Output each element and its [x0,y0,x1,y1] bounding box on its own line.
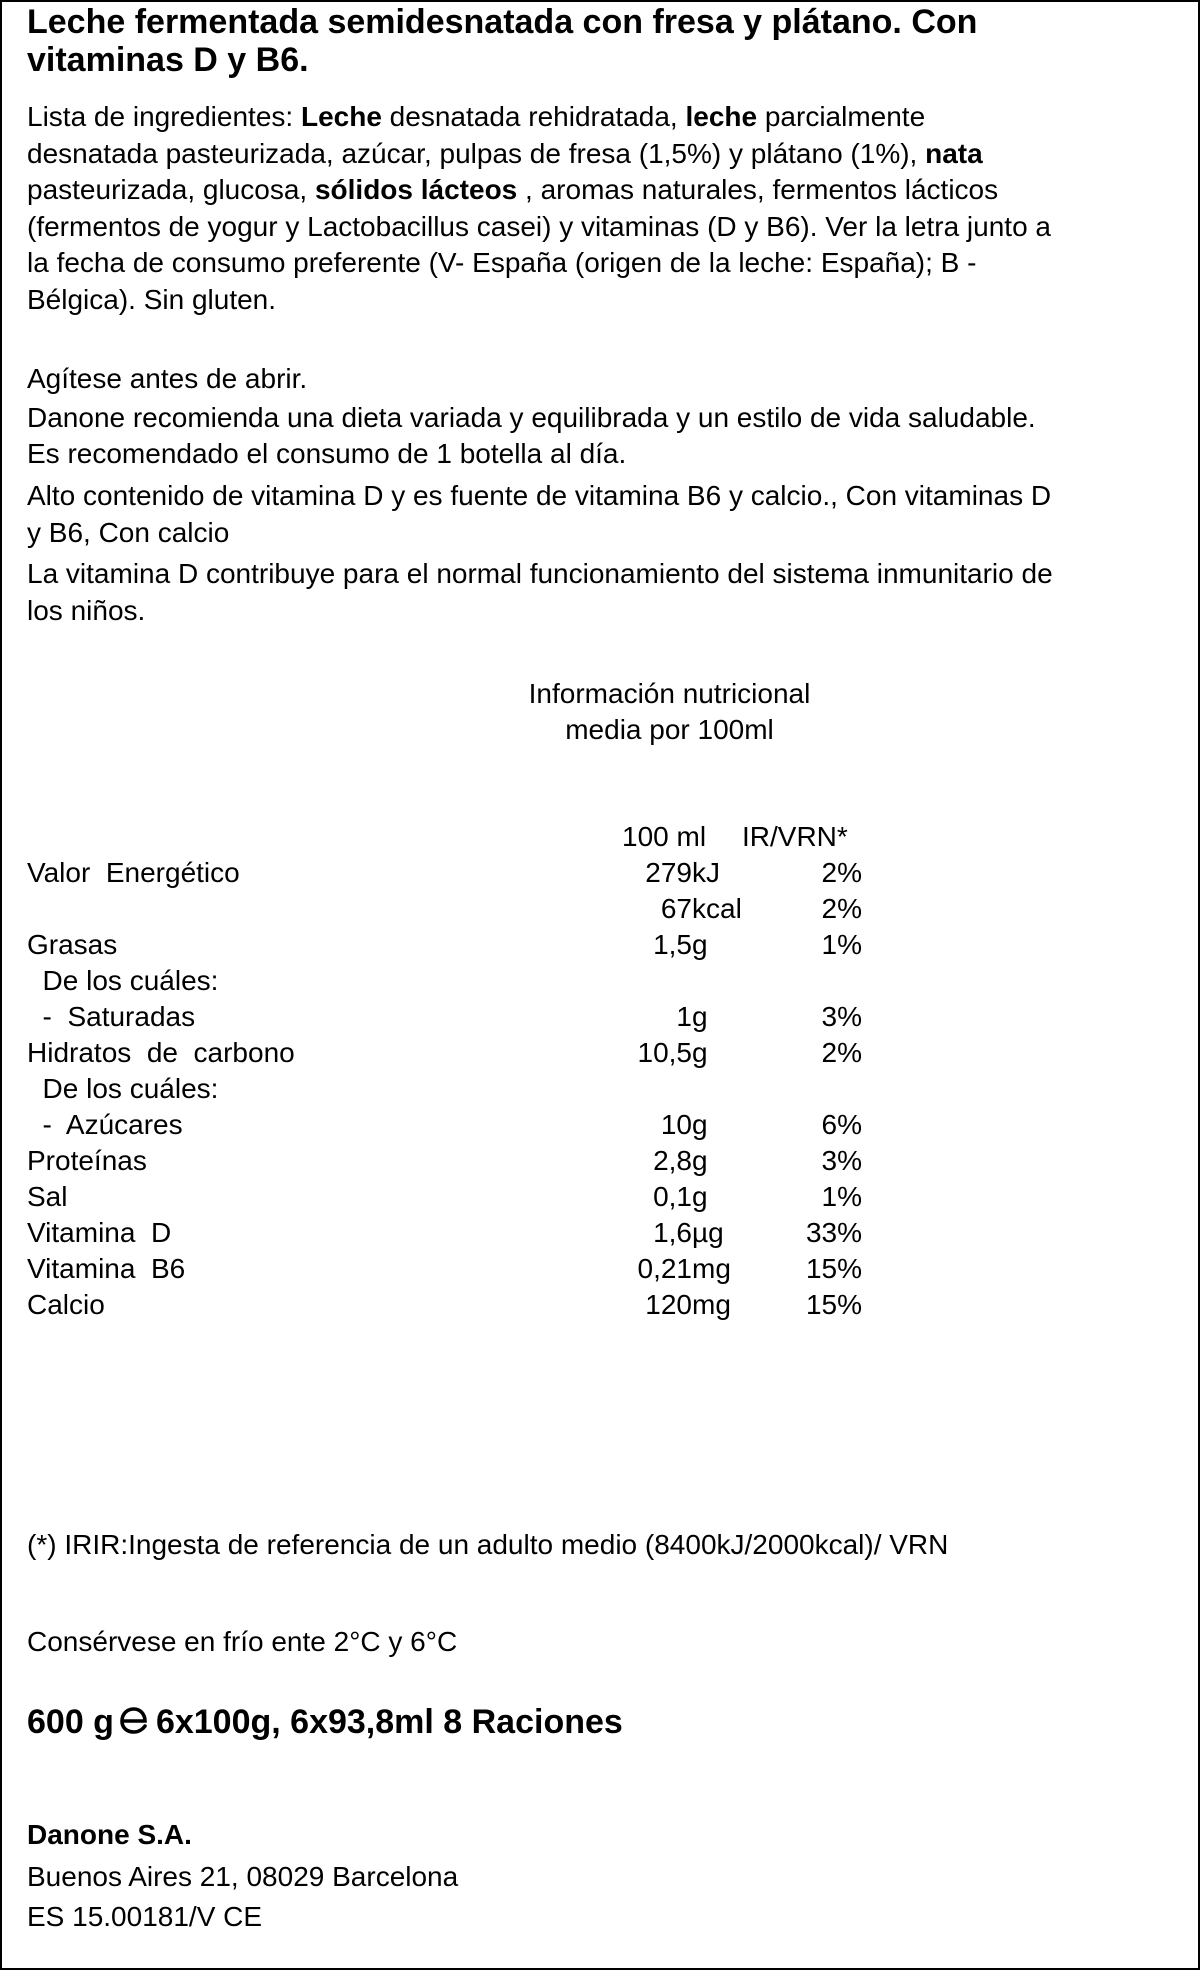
shake-instruction: Agítese antes de abrir. [27,363,308,394]
ingredients-line-2: desnatada pasteurizada, azúcar, pulpas de fresa (1,5%) y plátano (1%), nata [27,138,983,169]
product-title-line-1: Leche fermentada semidesnatada con fresa y plátano. Con [27,3,978,41]
health-mark-code: ES 15.00181/V CE [27,1901,263,1932]
nutrient-name: Grasas [27,929,118,960]
nutrition-column-headers [2,819,1200,855]
net-quantity [27,1702,623,1742]
nutrient-percent: 2% [821,893,862,924]
nutrient-percent: 33% [805,1217,862,1248]
nutrient-unit: g [692,1001,708,1032]
nutrient-unit: g [692,929,708,960]
net-pack-details: 6x100g, 6x93,8ml 8 Raciones [155,1703,623,1741]
nutrient-name: Proteínas [27,1145,147,1176]
nutrient-unit: g [692,1181,708,1212]
nutrient-name: De los cuáles: [27,1073,219,1104]
vitamin-d-claim-line-1: La vitamina D contribuye para el normal funcionamiento del sistema inmunitario de [27,558,1053,589]
nutrient-percent: 3% [821,1001,862,1032]
recommendation-line-2: Es recomendado el consumo de 1 botella al día. [27,438,627,469]
nutrition-row [2,1287,1200,1323]
nutrient-percent: 6% [821,1109,862,1140]
nutrient-percent: 1% [821,929,862,960]
company-name: Danone S.A. [27,1819,192,1850]
nutrient-unit: mg [692,1289,731,1320]
nutrient-value: 120 [645,1289,692,1320]
nutrient-name: - Azúcares [27,1109,183,1140]
nutrient-value: 279 [645,857,692,888]
nutrient-unit: g [692,1145,708,1176]
nutrition-row [2,1251,1200,1287]
recommendation-line-1: Danone recomienda una dieta variada y equilibrada y un estilo de vida saludable. [27,402,1036,433]
nutrition-row [2,963,1200,999]
nutrient-name: Calcio [27,1289,105,1320]
nutrient-value: 0,21 [637,1253,692,1284]
nutrient-value: 10,5 [637,1037,692,1068]
nutrition-heading-2: media por 100ml [565,714,774,745]
nutrient-percent: 15% [805,1289,862,1320]
ingredients-line-4: (fermentos de yogur y Lactobacillus casei) y vitaminas (D y B6). Ver la letra junto a [27,211,1051,242]
column-header-ir-vrn: IR/VRN* [742,821,848,852]
product-title-line-2: vitaminas D y B6. [27,41,309,79]
nutrient-percent: 2% [821,857,862,888]
nutrition-row [2,999,1200,1035]
claim-line-1: Alto contenido de vitamina D y es fuente de vitamina B6 y calcio., Con vitaminas D [27,480,1052,511]
nutrient-name: Sal [27,1181,68,1212]
nutrient-percent: 2% [821,1037,862,1068]
nutrient-value: 1,6 [653,1217,692,1248]
nutrient-value: 1,5 [653,929,692,960]
company-address: Buenos Aires 21, 08029 Barcelona [27,1861,459,1892]
nutrition-row [2,891,1200,927]
nutrient-name: - Saturadas [27,1001,196,1032]
nutrient-unit: µg [692,1217,724,1248]
nutrient-unit: g [692,1037,708,1068]
column-header-100ml: 100 ml [622,821,707,852]
nutrient-value: 67 [660,893,692,924]
nutrient-percent: 15% [805,1253,862,1284]
nutrition-heading-1: Información nutricional [528,678,811,709]
nutrition-row [2,1107,1200,1143]
net-weight: 600 g [27,1703,114,1741]
nutrient-value: 2,8 [653,1145,692,1176]
footnote: (*) IRIR:Ingesta de referencia de un adulto medio (8400kJ/2000kcal)/ VRN [27,1529,949,1560]
nutrient-value: 0,1 [653,1181,692,1212]
vitamin-d-claim-line-2: los niños. [27,595,146,626]
ingredients-line-1: Lista de ingredientes: Leche desnatada rehidratada, leche parcialmente [27,101,926,132]
claim-line-2: y B6, Con calcio [27,517,230,548]
nutrition-row [2,855,1200,891]
nutrition-row [2,1215,1200,1251]
ingredients-line-5: la fecha de consumo preferente (V- España (origen de la leche: España); B - [27,247,977,278]
nutrition-row [2,927,1200,963]
nutrient-name: Hidratos de carbono [27,1037,295,1068]
nutrition-row [2,1035,1200,1071]
nutrient-name: Valor Energético [27,857,240,888]
ingredients-line-3: pasteurizada, glucosa, sólidos lácteos , aromas naturales, fermentos lácticos [27,174,999,205]
nutrient-percent: 3% [821,1145,862,1176]
nutrient-percent: 1% [821,1181,862,1212]
nutrient-unit: kcal [692,893,742,924]
nutrient-value: 1 [676,1001,692,1032]
nutrient-value: 10 [660,1109,692,1140]
nutrient-name: Vitamina D [27,1217,172,1248]
nutrition-row [2,1179,1200,1215]
nutrient-name: De los cuáles: [27,965,219,996]
estimated-e-mark-icon [118,1705,150,1735]
nutrient-name: Vitamina B6 [27,1253,186,1284]
nutrition-row [2,1143,1200,1179]
nutrient-unit: kJ [692,857,720,888]
nutrition-row [2,1071,1200,1107]
ingredients-line-6: Bélgica). Sin gluten. [27,284,277,315]
nutrient-unit: g [692,1109,708,1140]
storage-instruction: Consérvese en frío ente 2°C y 6°C [27,1626,458,1657]
nutrient-unit: mg [692,1253,731,1284]
